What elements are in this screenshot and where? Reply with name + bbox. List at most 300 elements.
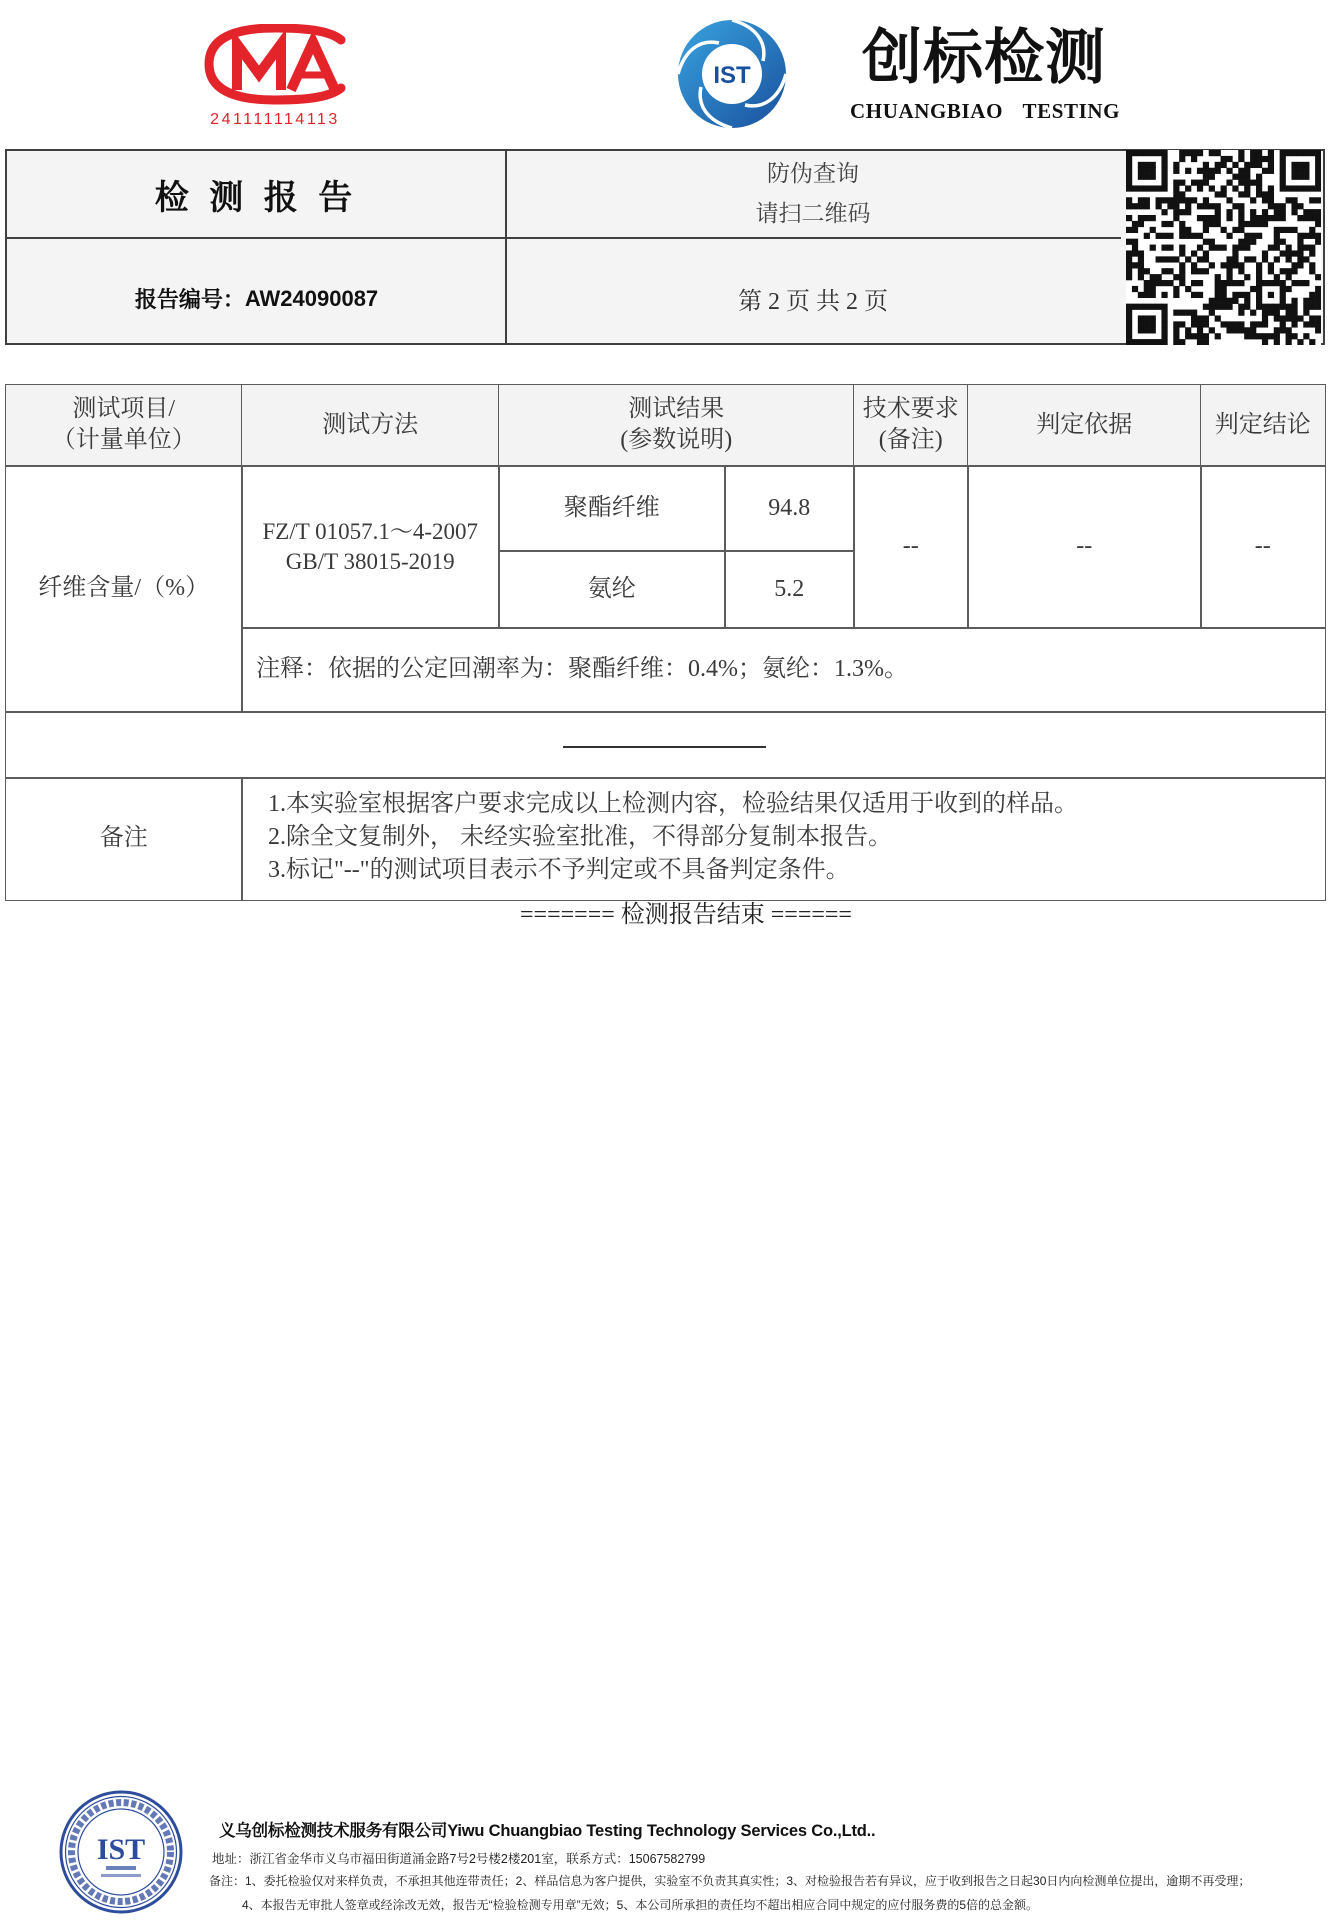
qr-module <box>1309 262 1315 268</box>
remark-line: 3.标记"--"的测试项目表示不予判定或不具备判定条件。 <box>268 857 850 883</box>
qr-module <box>1126 203 1132 209</box>
qr-module <box>1291 174 1297 180</box>
qr-module <box>1238 245 1244 251</box>
qr-module <box>1179 245 1185 251</box>
qr-module <box>1221 280 1227 286</box>
col-header-line: 测试结果 <box>628 396 725 423</box>
qr-module <box>1226 180 1232 186</box>
qr-module <box>1197 333 1203 339</box>
qr-module <box>1215 304 1221 310</box>
qr-module <box>1315 209 1321 215</box>
qr-module <box>1144 185 1150 191</box>
qr-module <box>1197 321 1203 327</box>
qr-module <box>1256 162 1262 168</box>
qr-module <box>1215 215 1221 221</box>
qr-module <box>1274 333 1280 339</box>
qr-module <box>1250 150 1256 156</box>
qr-module <box>1203 333 1209 339</box>
qr-module <box>1244 174 1250 180</box>
qr-module <box>1215 315 1221 321</box>
qr-module <box>1262 156 1268 162</box>
qr-module <box>1179 274 1185 280</box>
remarks-content <box>241 777 1326 901</box>
qr-module <box>1256 298 1262 304</box>
anti-counterfeit-line2: 请扫二维码 <box>755 201 871 226</box>
qr-module <box>1150 215 1156 221</box>
judgment-basis-cell: -- <box>967 465 1202 629</box>
qr-module <box>1191 156 1197 162</box>
qr-module <box>1280 162 1286 168</box>
qr-module <box>1297 315 1303 321</box>
qr-module <box>1291 168 1297 174</box>
qr-module <box>1161 327 1167 333</box>
qr-module <box>1297 168 1303 174</box>
col-header-test-method <box>241 384 500 467</box>
qr-module <box>1221 292 1227 298</box>
qr-module <box>1161 315 1167 321</box>
qr-module <box>1238 262 1244 268</box>
qr-module <box>1268 215 1274 221</box>
qr-module <box>1238 156 1244 162</box>
qr-module <box>1203 221 1209 227</box>
cma-number: 241111114113 <box>210 111 340 128</box>
qr-module <box>1226 168 1232 174</box>
qr-module <box>1262 304 1268 310</box>
qr-module <box>1221 191 1227 197</box>
qr-module <box>1185 286 1191 292</box>
report-number-label: 报告编号： <box>134 287 245 312</box>
qr-module <box>1226 156 1232 162</box>
qr-module <box>1197 280 1203 286</box>
qr-module <box>1179 280 1185 286</box>
qr-module <box>1185 333 1191 339</box>
qr-module <box>1274 280 1280 286</box>
qr-module <box>1291 203 1297 209</box>
qr-module <box>1132 221 1138 227</box>
qr-module <box>1286 315 1292 321</box>
qr-module <box>1167 197 1173 203</box>
qr-module <box>1256 304 1262 310</box>
qr-module <box>1150 227 1156 233</box>
qr-module <box>1291 185 1297 191</box>
qr-module <box>1232 227 1238 233</box>
qr-module <box>1274 215 1280 221</box>
qr-module <box>1238 191 1244 197</box>
qr-module <box>1191 233 1197 239</box>
qr-module <box>1126 327 1132 333</box>
qr-module <box>1197 292 1203 298</box>
footer-company-name: 义乌创标检测技术服务有限公司Yiwu Chuangbiao Testing Technology Services Co.,Ltd.. <box>219 1822 876 1840</box>
qr-module <box>1132 262 1138 268</box>
qr-module <box>1173 286 1179 292</box>
qr-module <box>1303 333 1309 339</box>
qr-module <box>1315 185 1321 191</box>
qr-module <box>1126 197 1132 203</box>
qr-module <box>1215 274 1221 280</box>
qr-module <box>1280 168 1286 174</box>
qr-module <box>1138 150 1144 156</box>
qr-module <box>1209 221 1215 227</box>
qr-module <box>1238 209 1244 215</box>
qr-module <box>1150 315 1156 321</box>
qr-module <box>1132 185 1138 191</box>
qr-module <box>1209 304 1215 310</box>
qr-module <box>1215 221 1221 227</box>
qr-module <box>1268 203 1274 209</box>
test-method-standard: GB/T 38015-2019 <box>285 548 455 574</box>
footer-notes-line: 备注：1、委托检验仅对来样负责，不承担其他连带责任；2、样品信息为客户提供，实验室不负责其真实性；3、对检验报告若有异议，应于收到报告之日起30日内向检测单位提出，逾期不再受理； <box>209 1874 1251 1888</box>
qr-module <box>1256 185 1262 191</box>
qr-module <box>1203 321 1209 327</box>
qr-module <box>1126 268 1132 274</box>
qr-module <box>1132 339 1138 345</box>
qr-module <box>1232 327 1238 333</box>
qr-module <box>1150 174 1156 180</box>
qr-module <box>1215 333 1221 339</box>
qr-module <box>1256 174 1262 180</box>
qr-module <box>1244 191 1250 197</box>
qr-module <box>1280 298 1286 304</box>
qr-module <box>1250 333 1256 339</box>
qr-module <box>1315 174 1321 180</box>
qr-module <box>1244 221 1250 227</box>
qr-module <box>1291 268 1297 274</box>
qr-module <box>1297 215 1303 221</box>
qr-module <box>1309 197 1315 203</box>
qr-module <box>1232 162 1238 168</box>
technical-requirement-cell: -- <box>853 465 969 629</box>
qr-module <box>1297 203 1303 209</box>
qr-module <box>1161 174 1167 180</box>
qr-module <box>1173 274 1179 280</box>
qr-module <box>1226 215 1232 221</box>
qr-module <box>1150 274 1156 280</box>
qr-module <box>1197 339 1203 345</box>
qr-module <box>1173 180 1179 186</box>
qr-module <box>1161 304 1167 310</box>
footer-notes-line: 4、本报告无审批人签章或经涂改无效，报告无“检验检测专用章”无效；5、本公司所承担的责任均不超出相应合同中规定的应付服务费的5倍的总金额。 <box>242 1898 1039 1912</box>
qr-module <box>1268 156 1274 162</box>
page-indicator: 第 2 页 共 2 页 <box>738 289 888 315</box>
qr-module <box>1268 304 1274 310</box>
qr-module <box>1250 180 1256 186</box>
qr-module <box>1274 310 1280 316</box>
qr-module <box>1315 221 1321 227</box>
qr-module <box>1221 321 1227 327</box>
qr-module <box>1250 162 1256 168</box>
qr-module <box>1291 162 1297 168</box>
qr-module <box>1262 315 1268 321</box>
qr-module <box>1297 280 1303 286</box>
qr-module <box>1280 250 1286 256</box>
qr-module <box>1144 339 1150 345</box>
qr-module <box>1303 280 1309 286</box>
qr-module <box>1144 233 1150 239</box>
qr-module <box>1309 304 1315 310</box>
qr-module <box>1179 209 1185 215</box>
qr-module <box>1215 162 1221 168</box>
qr-module <box>1256 292 1262 298</box>
qr-module <box>1173 191 1179 197</box>
qr-module <box>1315 321 1321 327</box>
qr-module <box>1232 280 1238 286</box>
qr-module <box>1197 327 1203 333</box>
qr-module <box>1126 274 1132 280</box>
qr-module <box>1297 256 1303 262</box>
qr-module <box>1209 245 1215 251</box>
qr-module <box>1173 321 1179 327</box>
qr-module <box>1167 256 1173 262</box>
qr-module <box>1315 298 1321 304</box>
qr-module <box>1138 292 1144 298</box>
qr-module <box>1286 274 1292 280</box>
qr-module <box>1191 333 1197 339</box>
qr-module <box>1244 327 1250 333</box>
qr-module <box>1191 150 1197 156</box>
qr-module <box>1303 162 1309 168</box>
qr-module <box>1309 268 1315 274</box>
qr-module <box>1161 333 1167 339</box>
qr-module <box>1185 168 1191 174</box>
qr-module <box>1256 215 1262 221</box>
qr-module <box>1191 180 1197 186</box>
qr-module <box>1191 321 1197 327</box>
qr-module <box>1209 298 1215 304</box>
qr-module <box>1138 174 1144 180</box>
qr-module <box>1268 262 1274 268</box>
qr-module <box>1226 274 1232 280</box>
qr-module <box>1144 315 1150 321</box>
qr-module <box>1274 256 1280 262</box>
brand-name-cn: 创标检测 <box>862 25 1106 91</box>
qr-module <box>1244 168 1250 174</box>
qr-module <box>1173 209 1179 215</box>
qr-module <box>1150 292 1156 298</box>
qr-module <box>1280 156 1286 162</box>
qr-module <box>1297 150 1303 156</box>
qr-module <box>1138 256 1144 262</box>
qr-module <box>1161 185 1167 191</box>
cma-a-letter <box>291 42 335 90</box>
qr-module <box>1126 185 1132 191</box>
ist-stamp-logo <box>58 1789 184 1915</box>
anti-counterfeit-hint <box>507 151 1119 237</box>
qr-module <box>1238 150 1244 156</box>
qr-module <box>1262 221 1268 227</box>
qr-module <box>1315 292 1321 298</box>
qr-module <box>1150 327 1156 333</box>
qr-module <box>1268 150 1274 156</box>
qr-module <box>1286 268 1292 274</box>
qr-module <box>1315 150 1321 156</box>
qr-module <box>1179 197 1185 203</box>
qr-module <box>1209 215 1215 221</box>
qr-module <box>1203 339 1209 345</box>
qr-module <box>1303 245 1309 251</box>
qr-module <box>1209 262 1215 268</box>
qr-module <box>1150 245 1156 251</box>
qr-module <box>1173 327 1179 333</box>
col-header-line: 判定结论 <box>1214 411 1311 438</box>
qr-module <box>1179 150 1185 156</box>
qr-module <box>1132 239 1138 245</box>
qr-module <box>1256 150 1262 156</box>
qr-module <box>1303 209 1309 215</box>
qr-module <box>1226 268 1232 274</box>
qr-module <box>1256 333 1262 339</box>
qr-module <box>1150 286 1156 292</box>
qr-module <box>1286 304 1292 310</box>
qr-module <box>1126 339 1132 345</box>
qr-module <box>1274 209 1280 215</box>
qr-module <box>1315 162 1321 168</box>
qr-module <box>1226 321 1232 327</box>
qr-module <box>1262 310 1268 316</box>
qr-module <box>1126 156 1132 162</box>
qr-module <box>1291 315 1297 321</box>
anti-counterfeit-line1: 防伪查询 <box>767 161 859 186</box>
qr-module <box>1138 221 1144 227</box>
qr-module <box>1144 150 1150 156</box>
qr-module <box>1185 197 1191 203</box>
qr-module <box>1268 162 1274 168</box>
qr-module <box>1126 239 1132 245</box>
qr-module <box>1215 150 1221 156</box>
qr-module <box>1315 156 1321 162</box>
qr-module <box>1144 280 1150 286</box>
qr-module <box>1203 180 1209 186</box>
qr-module <box>1303 304 1309 310</box>
qr-module <box>1244 239 1250 245</box>
qr-module <box>1138 315 1144 321</box>
qr-module <box>1161 256 1167 262</box>
qr-module <box>1173 168 1179 174</box>
qr-module <box>1173 185 1179 191</box>
qr-module <box>1185 327 1191 333</box>
col-header-judgment-basis <box>967 384 1202 467</box>
qr-module <box>1250 256 1256 262</box>
qr-module <box>1280 292 1286 298</box>
qr-module <box>1144 292 1150 298</box>
qr-module <box>1179 262 1185 268</box>
qr-module <box>1286 197 1292 203</box>
qr-module <box>1185 209 1191 215</box>
qr-module <box>1167 245 1173 251</box>
qr-module <box>1156 274 1162 280</box>
qr-module <box>1297 250 1303 256</box>
qr-module <box>1197 245 1203 251</box>
qr-module <box>1144 304 1150 310</box>
qr-module <box>1309 250 1315 256</box>
qr-module <box>1280 209 1286 215</box>
qr-module <box>1185 150 1191 156</box>
qr-module <box>1262 197 1268 203</box>
qr-module <box>1303 256 1309 262</box>
qr-module <box>1286 256 1292 262</box>
qr-module <box>1126 227 1132 233</box>
qr-module <box>1297 174 1303 180</box>
qr-module <box>1238 327 1244 333</box>
qr-module <box>1161 156 1167 162</box>
qr-module <box>1268 310 1274 316</box>
qr-module <box>1150 185 1156 191</box>
qr-module <box>1250 286 1256 292</box>
qr-module <box>1262 168 1268 174</box>
qr-module <box>1274 239 1280 245</box>
qr-module <box>1215 168 1221 174</box>
col-header-judgment-conclusion <box>1200 384 1326 467</box>
qr-module <box>1291 333 1297 339</box>
qr-module <box>1291 197 1297 203</box>
qr-module <box>1132 250 1138 256</box>
qr-module <box>1179 268 1185 274</box>
qr-module <box>1150 304 1156 310</box>
qr-module <box>1274 274 1280 280</box>
col-header-line: （计量单位） <box>51 427 196 454</box>
qr-module <box>1156 256 1162 262</box>
qr-module <box>1138 168 1144 174</box>
qr-module <box>1144 327 1150 333</box>
result-param-cell: 氨纶 <box>498 550 726 629</box>
qr-module <box>1197 203 1203 209</box>
qr-module <box>1221 245 1227 251</box>
qr-module <box>1132 304 1138 310</box>
qr-module <box>1232 174 1238 180</box>
qr-module <box>1291 280 1297 286</box>
qr-module <box>1156 304 1162 310</box>
qr-module <box>1238 168 1244 174</box>
col-header-line: 测试方法 <box>322 411 419 438</box>
qr-module <box>1286 333 1292 339</box>
qr-module <box>1197 215 1203 221</box>
qr-module <box>1173 162 1179 168</box>
qr-module <box>1268 197 1274 203</box>
qr-module <box>1256 286 1262 292</box>
qr-module <box>1286 327 1292 333</box>
qr-module <box>1309 185 1315 191</box>
qr-module <box>1244 233 1250 239</box>
qr-module <box>1250 233 1256 239</box>
qr-module <box>1161 280 1167 286</box>
cma-m-letter <box>237 44 281 90</box>
qr-module <box>1126 162 1132 168</box>
qr-module <box>1221 227 1227 233</box>
qr-module <box>1244 180 1250 186</box>
qr-module <box>1232 203 1238 209</box>
qr-module <box>1268 245 1274 251</box>
qr-module <box>1226 327 1232 333</box>
qr-module <box>1250 327 1256 333</box>
qr-module <box>1297 339 1303 345</box>
qr-module <box>1268 280 1274 286</box>
qr-module <box>1156 185 1162 191</box>
report-title: 检 测 报 告 <box>154 179 359 217</box>
qr-module <box>1161 292 1167 298</box>
qr-module <box>1150 339 1156 345</box>
qr-module <box>1226 262 1232 268</box>
qr-module <box>1132 150 1138 156</box>
qr-module <box>1309 233 1315 239</box>
qr-module <box>1256 321 1262 327</box>
qr-module <box>1315 239 1321 245</box>
qr-module <box>1126 321 1132 327</box>
qr-module <box>1197 150 1203 156</box>
col-header-test-item <box>5 384 243 467</box>
qr-module <box>1191 197 1197 203</box>
qr-module <box>1203 315 1209 321</box>
qr-module <box>1262 280 1268 286</box>
remarks-label: 备注 <box>5 777 243 901</box>
